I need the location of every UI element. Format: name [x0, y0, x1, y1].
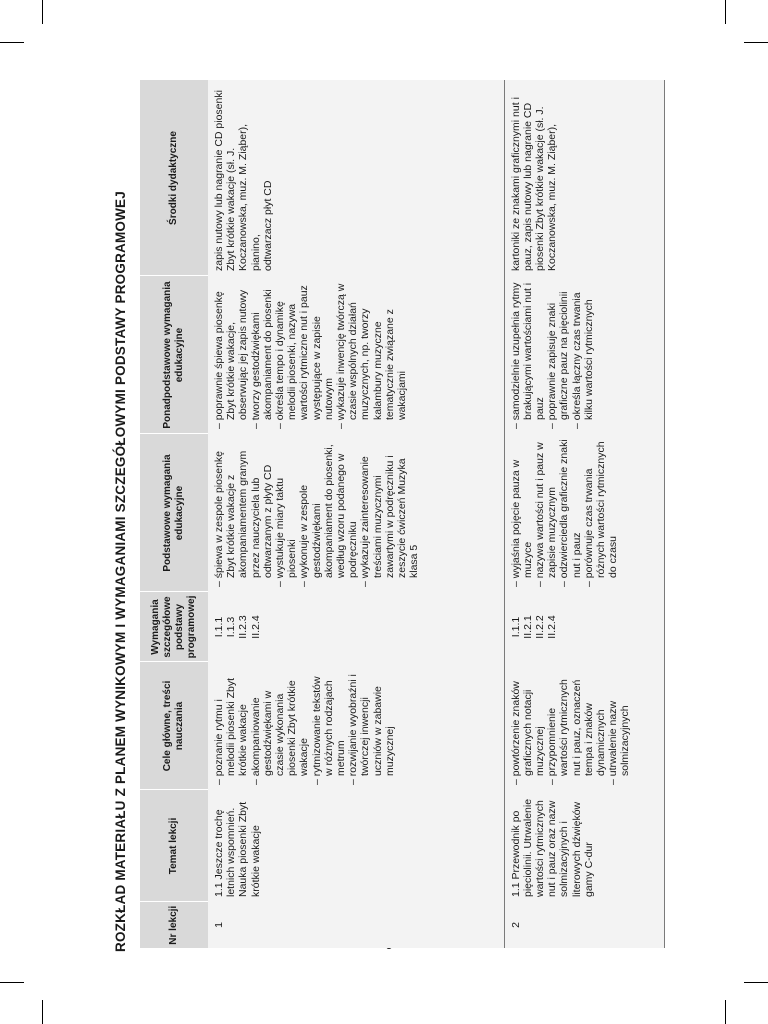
- list-item: – wykonuje w zespole gestodźwiękami akompaniament do piosenki, według wzoru podanego w podręczniku: [298, 444, 360, 587]
- list-item: – nazywa wartości nut i pauz w zapisie muzycznym: [533, 442, 559, 587]
- list-item: I.1.1: [213, 616, 225, 638]
- list-item: – odzwierciedla graficznie znaki nut i pauz: [558, 439, 583, 587]
- list-item: – określa tempo i dynamikę melodii piosenki, nazywa wartości rytmiczne nut i pauz występujące w zapisie nutowym: [274, 285, 335, 429]
- list-item: – poprawnie śpiewa piosenkę Zbyt krótkie wakacje, obserwując jej zapis nutowy: [213, 289, 250, 429]
- cell-nr: 2: [504, 902, 664, 948]
- list-item: – tworzy gestodźwiękami akompaniament do piosenki: [249, 289, 274, 429]
- list-item: – poprawnie zapisuje znaki graficzne pauz na pięciolinii: [546, 291, 571, 429]
- list-item: odtwarzacz płyt CD: [261, 180, 274, 271]
- list-item: – śpiewa w zespole piosenkę Zbyt krótkie wakacje z akompaniamentem granym przez nauczyciela lub odtwarzanym z płyty CD: [213, 450, 274, 587]
- list-item: – rytmizowanie tekstów w różnych rodzajach metrum: [310, 676, 348, 785]
- list-item: – rozwijanie wyobraźni i twórczej inwencji uczniów w zabawie muzycznej: [347, 674, 396, 785]
- table-row: [208, 80, 504, 948]
- list-item: II.2.1: [521, 615, 534, 639]
- list-item: II.2.2: [533, 615, 546, 639]
- cell-ponadpodstawowe: [208, 276, 504, 434]
- list-item: II.2.4: [249, 615, 262, 639]
- list-item: II.2.3: [237, 615, 250, 639]
- cell-srodki: [504, 80, 664, 276]
- cell-wymagania: [504, 592, 664, 662]
- cell-nr: 1: [208, 902, 504, 948]
- crop-mark: [725, 1000, 726, 1024]
- list-item: – samodzielnie uzupełnia rytmy brakującymi wartościami nut i pauz: [509, 282, 546, 429]
- list-item: – porównuje czas trwania różnych wartości rytmicznych do czasu: [582, 441, 620, 587]
- crop-mark: [744, 42, 768, 43]
- cell-temat: 1.1 Przewodnik po pięciolinii. Utrwalenie wartości rytmicznych nut i pauz oraz nazw solmizacyjnych i literowych dźwięków gamy C-dur: [504, 790, 664, 902]
- list-item: I.1.1: [509, 616, 522, 638]
- table-header-row: [140, 80, 208, 948]
- cell-cele: [208, 662, 504, 790]
- list-item: pianino,: [249, 234, 262, 271]
- cell-srodki: [208, 80, 504, 276]
- header-cele: Cele główne, treści nauczania: [140, 662, 208, 790]
- crop-mark: [0, 42, 24, 43]
- header-wymagania: Wymagania szczegółowe podstawy programowej: [140, 592, 208, 662]
- header-srodki: Środki dydaktyczne: [140, 80, 208, 276]
- cell-podstawowe: [504, 434, 664, 592]
- list-item: – określa łączny czas trwania kilku wartości rytmicznych: [570, 292, 595, 429]
- header-podstawowe: Podstawowe wymagania edukacyjne: [140, 434, 208, 592]
- crop-mark: [42, 1000, 43, 1024]
- list-item: II.2.4: [546, 615, 559, 639]
- crop-mark: [725, 0, 726, 24]
- table-row: [504, 80, 664, 948]
- list-item: kartoniki ze znakami graficznymi nut i pauz, zapis nutowy lub nagranie CD piosenki Zbyt krótkie wakacje (sł. J. Koczanowska, muz. M. Ziąber),: [509, 97, 559, 271]
- crop-mark: [744, 982, 768, 983]
- list-item: – wyjaśnia pojęcie pauza w muzyce: [509, 459, 534, 587]
- list-item: I.1.3: [225, 616, 238, 638]
- crop-mark: [0, 982, 24, 983]
- list-item: – akompaniowanie gestodźwiękami w czasie wykonania piosenki Zbyt krótkie wakacje: [249, 680, 311, 785]
- list-item: – przypomnienie wartości rytmicznych nut i pauz, oznaczeń tempa i znaków dynamicznych: [546, 679, 607, 785]
- cell-wymagania: [208, 592, 504, 662]
- cell-podstawowe: [208, 434, 504, 592]
- list-item: – wystukuje miary taktu piosenki: [274, 477, 299, 587]
- rotated-table-wrapper: [140, 80, 684, 948]
- cell-cele: [504, 662, 664, 790]
- list-item: – wykazuje inwencję twórczą w czasie wspólnych działań muzycznych, np. tworzy kalambury muzyczne tematycznie związane z wakacjami: [335, 283, 409, 429]
- header-temat: Temat lekcji: [140, 790, 208, 902]
- header-ponadpodstawowe: Ponadpodstawowe wymagania edukacyjne: [140, 276, 208, 434]
- page-title: ROZKŁAD MATERIAŁU Z PLANEM WYNIKOWYM I WYMAGANIAMI SZCZEGÓŁOWYMI PODSTAWY PROGRAMOWEJ: [113, 191, 128, 952]
- cell-ponadpodstawowe: [504, 276, 664, 434]
- crop-mark: [42, 0, 43, 24]
- lesson-plan-table: [140, 80, 665, 949]
- list-item: zapis nutowy lub nagranie CD piosenki Zbyt krótkie wakacje (sł. J. Koczanowska, muz. M. Ziąber),: [213, 90, 250, 271]
- cell-temat: 1.1 Jeszcze trochę letnich wspomnień. Nauka piosenki Zbyt krótkie wakacje: [208, 790, 504, 902]
- list-item: – powtórzenie znaków graficznych notacji muzycznej: [509, 681, 546, 785]
- list-item: – utrwalenie nazw solmizacyjnych: [607, 700, 632, 785]
- header-nr: Nr lekcji: [140, 902, 208, 948]
- list-item: – poznanie rytmu i melodii piosenki Zbyt krótkie wakacje: [213, 677, 250, 785]
- list-item: – wykazuje zainteresowanie treściami muzycznymi zawartymi w podręczniku i zeszycie ćwiczeń Muzyka klasa 5: [359, 455, 421, 587]
